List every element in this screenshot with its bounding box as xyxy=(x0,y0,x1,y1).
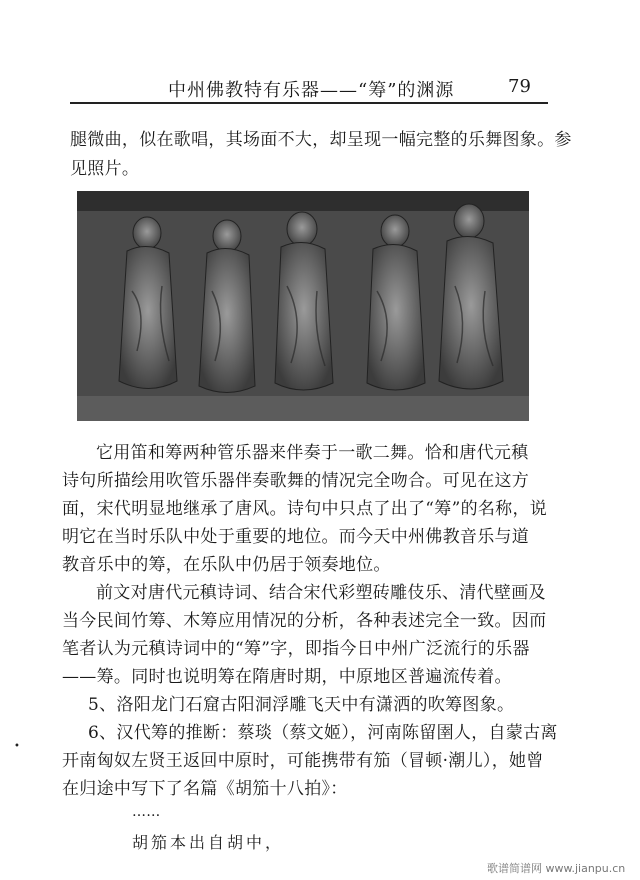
running-title: 中州佛教特有乐器——“筹”的渊源 xyxy=(168,80,455,101)
text-line: 教音乐中的筹，在乐队中仍居于领奏地位。 xyxy=(62,555,391,575)
watermark: 歌谱简谱网 www.jianpu.cn xyxy=(487,862,626,875)
text-line: 面，宋代明显地继承了唐风。诗句中只点了出了“筹”的名称，说 xyxy=(62,499,548,519)
text-line: 诗句所描绘用吹管乐器伴奏歌舞的情况完全吻合。可见在这方 xyxy=(62,471,530,491)
text-line: ——筹。同时也说明筹在隋唐时期，中原地区普遍流传着。 xyxy=(62,667,512,687)
relief-photo xyxy=(77,191,529,421)
poem-ellipsis: …… xyxy=(132,804,161,820)
text-line: 5、洛阳龙门石窟古阳洞浮雕飞天中有潇洒的吹筹图象。 xyxy=(88,695,515,715)
text-line: 笔者认为元稹诗词中的“筹”字，即指今日中州广泛流行的乐器 xyxy=(62,639,530,659)
text-line: 在归途中写下了名篇《胡笳十八拍》： xyxy=(62,779,348,799)
header-rule xyxy=(70,102,548,104)
poem-line: 胡笳本出自胡中， xyxy=(132,833,285,852)
text-line: 腿微曲，似在歌唱，其场面不大，却呈现一幅完整的乐舞图象。参 xyxy=(70,130,572,150)
text-line: 当今民间竹筹、木筹应用情况的分析，各种表述完全一致。因而 xyxy=(62,611,547,631)
text-line: 开南匈奴左贤王返回中原时，可能携带有笳（冒顿·潮儿），她曾 xyxy=(62,751,544,771)
page-header xyxy=(0,74,640,104)
carved-relief-photo-icon xyxy=(77,191,529,421)
margin-mark: • xyxy=(14,741,20,752)
text-line: 前文对唐代元稹诗词、结合宋代彩塑砖雕伎乐、清代壁画及 xyxy=(96,583,546,603)
text-line: 6、汉代筹的推断：蔡琰（蔡文姬），河南陈留圉人，自蒙古离 xyxy=(88,723,558,743)
text-line: 见照片。 xyxy=(70,159,140,179)
page-number: 79 xyxy=(508,76,531,97)
text-line: 明它在当时乐队中处于重要的地位。而今天中州佛教音乐与道 xyxy=(62,527,530,547)
text-line: 它用笛和筹两种管乐器来伴奏于一歌二舞。恰和唐代元稹 xyxy=(96,443,529,463)
